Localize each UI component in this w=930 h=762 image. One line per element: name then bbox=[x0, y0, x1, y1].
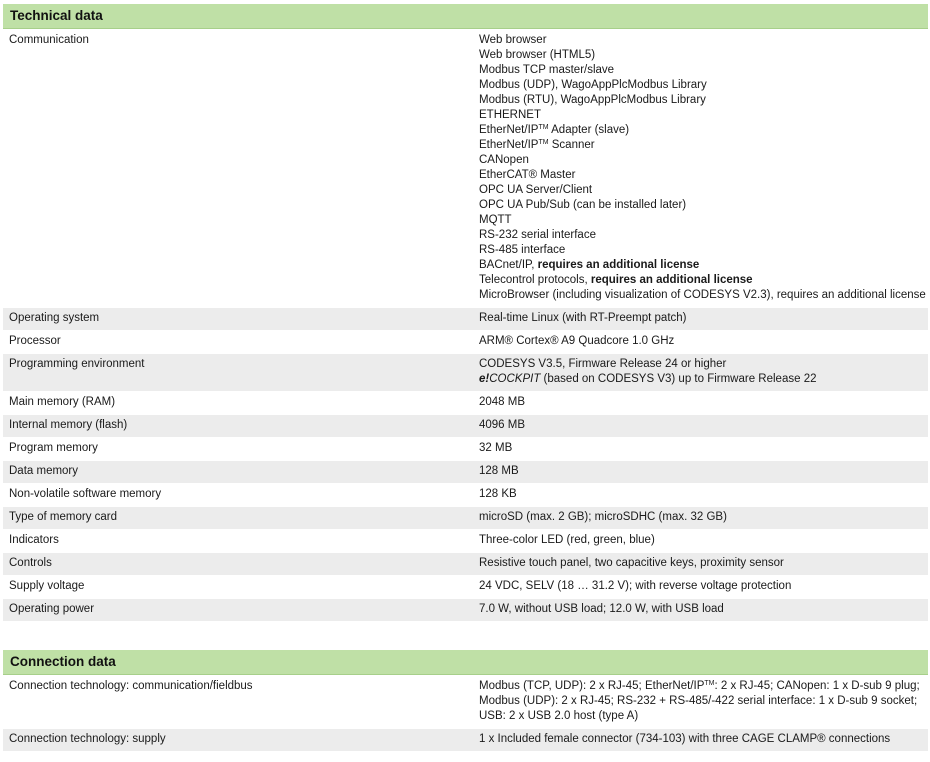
comm-ethernetip-scanner-a: EtherNet/IP bbox=[479, 139, 539, 151]
supply-voltage-value: 24 VDC, SELV (18 … 31.2 V); with reverse voltage protection bbox=[466, 576, 928, 599]
fieldbus-line1 bbox=[479, 679, 922, 694]
nonvolatile-memory-value: 128 KB bbox=[466, 484, 928, 507]
comm-rs485: RS-485 interface bbox=[479, 244, 566, 256]
main-memory-value: 2048 MB bbox=[466, 392, 928, 415]
comm-opc-ua-pubsub: OPC UA Pub/Sub (can be installed later) bbox=[479, 199, 687, 211]
controls-value: Resistive touch panel, two capacitive keys, proximity sensor bbox=[466, 553, 928, 576]
comm-ethernetip-adapter bbox=[479, 123, 922, 138]
technical-data-table bbox=[3, 29, 928, 622]
data-memory-label: Data memory bbox=[3, 461, 466, 484]
table-row bbox=[3, 530, 928, 553]
connection-data-header: Connection data bbox=[3, 650, 928, 675]
programming-environment-label: Programming environment bbox=[3, 354, 466, 392]
programming-environment-line2 bbox=[479, 372, 922, 387]
supply-voltage-label: Supply voltage bbox=[3, 576, 466, 599]
communication-label: Communication bbox=[3, 29, 466, 308]
communication-value bbox=[466, 29, 928, 308]
comm-telecontrol bbox=[479, 273, 922, 288]
program-memory-label: Program memory bbox=[3, 438, 466, 461]
table-row bbox=[3, 331, 928, 354]
ecockpit-prefix: e! bbox=[479, 373, 490, 385]
comm-telecontrol-a: Telecontrol protocols, bbox=[479, 274, 591, 286]
operating-system-label: Operating system bbox=[3, 308, 466, 331]
fieldbus-line1-tm: TM bbox=[704, 680, 715, 687]
table-row bbox=[3, 553, 928, 576]
comm-ethernetip-adapter-b: Adapter (slave) bbox=[548, 124, 630, 136]
nonvolatile-memory-label: Non-volatile software memory bbox=[3, 484, 466, 507]
table-row bbox=[3, 438, 928, 461]
fieldbus-value bbox=[466, 675, 928, 729]
comm-modbus-tcp: Modbus TCP master/slave bbox=[479, 64, 615, 76]
fieldbus-line3: USB: 2 x USB 2.0 host (type A) bbox=[479, 710, 639, 722]
comm-microbrowser: MicroBrowser (including visualization of CODESYS V2.3), requires an additional license bbox=[479, 289, 926, 301]
comm-web-browser: Web browser bbox=[479, 34, 547, 46]
table-row bbox=[3, 461, 928, 484]
memory-card-value: microSD (max. 2 GB); microSDHC (max. 32 GB) bbox=[466, 507, 928, 530]
main-memory-label: Main memory (RAM) bbox=[3, 392, 466, 415]
comm-ethernetip-adapter-a: EtherNet/IP bbox=[479, 124, 539, 136]
programming-environment-line1: CODESYS V3.5, Firmware Release 24 or higher bbox=[479, 358, 727, 370]
comm-modbus-udp: Modbus (UDP), WagoAppPlcModbus Library bbox=[479, 79, 707, 91]
table-row bbox=[3, 675, 928, 729]
program-memory-value: 32 MB bbox=[466, 438, 928, 461]
comm-ethernetip-scanner-b: Scanner bbox=[548, 139, 595, 151]
table-row bbox=[3, 415, 928, 438]
indicators-label: Indicators bbox=[3, 530, 466, 553]
comm-web-browser-html5: Web browser (HTML5) bbox=[479, 49, 596, 61]
technical-data-header: Technical data bbox=[3, 4, 928, 29]
comm-canopen: CANopen bbox=[479, 154, 529, 166]
table-row bbox=[3, 599, 928, 622]
comm-ethernetip-scanner-tm: TM bbox=[538, 139, 549, 146]
fieldbus-line2: Modbus (UDP): 2 x RJ-45; RS-232 + RS-485/-422 serial interface: 1 x D-sub 9 socket; bbox=[479, 695, 918, 707]
memory-card-label: Type of memory card bbox=[3, 507, 466, 530]
ecockpit-rest: (based on CODESYS V3) up to Firmware Release 22 bbox=[540, 373, 817, 385]
comm-ethernetip-scanner bbox=[479, 138, 922, 153]
comm-ethernet: ETHERNET bbox=[479, 109, 541, 121]
table-row bbox=[3, 484, 928, 507]
operating-power-label: Operating power bbox=[3, 599, 466, 622]
comm-bacnet-license: requires an additional license bbox=[537, 259, 700, 271]
fieldbus-line1-a: Modbus (TCP, UDP): 2 x RJ-45; EtherNet/IP bbox=[479, 680, 705, 692]
operating-system-value: Real-time Linux (with RT-Preempt patch) bbox=[466, 308, 928, 331]
processor-label: Processor bbox=[3, 331, 466, 354]
indicators-value: Three-color LED (red, green, blue) bbox=[466, 530, 928, 553]
connection-data-section bbox=[3, 650, 928, 752]
internal-memory-value: 4096 MB bbox=[466, 415, 928, 438]
table-row bbox=[3, 308, 928, 331]
ecockpit-name: COCKPIT bbox=[489, 373, 541, 385]
supply-connection-value: 1 x Included female connector (734-103) with three CAGE CLAMP® connections bbox=[466, 729, 928, 752]
comm-bacnet bbox=[479, 258, 922, 273]
data-memory-value: 128 MB bbox=[466, 461, 928, 484]
connection-data-table bbox=[3, 675, 928, 752]
technical-data-section bbox=[3, 4, 928, 622]
table-row bbox=[3, 576, 928, 599]
table-row bbox=[3, 392, 928, 415]
comm-opc-ua-server: OPC UA Server/Client bbox=[479, 184, 593, 196]
comm-bacnet-a: BACnet/IP, bbox=[479, 259, 538, 271]
supply-connection-label: Connection technology: supply bbox=[3, 729, 466, 752]
controls-label: Controls bbox=[3, 553, 466, 576]
comm-ethernetip-adapter-tm: TM bbox=[538, 124, 549, 131]
comm-mqtt: MQTT bbox=[479, 214, 512, 226]
table-row bbox=[3, 507, 928, 530]
processor-value: ARM® Cortex® A9 Quadcore 1.0 GHz bbox=[466, 331, 928, 354]
fieldbus-label: Connection technology: communication/fieldbus bbox=[3, 675, 466, 729]
comm-rs232: RS-232 serial interface bbox=[479, 229, 596, 241]
comm-telecontrol-license: requires an additional license bbox=[590, 274, 753, 286]
fieldbus-line1-b: : 2 x RJ-45; CANopen: 1 x D-sub 9 plug; bbox=[714, 680, 920, 692]
table-row bbox=[3, 29, 928, 308]
table-row bbox=[3, 354, 928, 392]
table-row bbox=[3, 729, 928, 752]
internal-memory-label: Internal memory (flash) bbox=[3, 415, 466, 438]
operating-power-value: 7.0 W, without USB load; 12.0 W, with USB load bbox=[466, 599, 928, 622]
comm-ethercat: EtherCAT® Master bbox=[479, 169, 576, 181]
comm-modbus-rtu: Modbus (RTU), WagoAppPlcModbus Library bbox=[479, 94, 706, 106]
programming-environment-value bbox=[466, 354, 928, 392]
